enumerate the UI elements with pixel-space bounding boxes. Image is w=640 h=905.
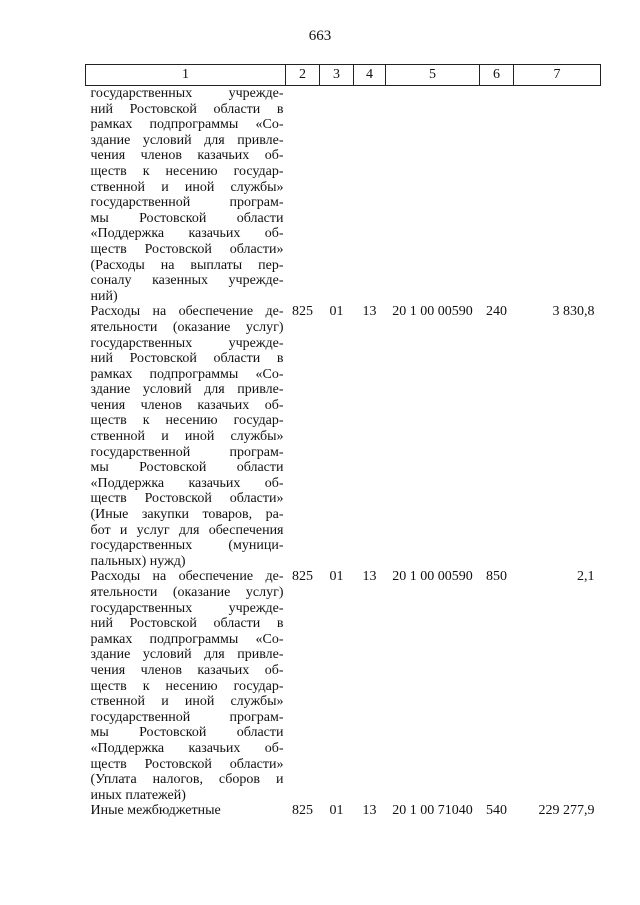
description-line: государственной програм- [90, 444, 284, 460]
table-row [86, 304, 601, 569]
description-line: ственной и иной службы» [90, 429, 284, 445]
description-line: ний Ростовской области в [90, 616, 284, 632]
description-line: соналу казенных учрежде- [90, 273, 284, 289]
description-line: здание условий для привле- [90, 647, 284, 663]
cell-section: 01 [329, 803, 344, 819]
description-line: (Уплата налогов, сборов и [90, 772, 284, 788]
description-line: государственных учрежде- [90, 600, 284, 616]
row-description [86, 569, 286, 803]
table-body [86, 86, 601, 837]
description-line: ществ к несению государ- [90, 413, 284, 429]
description-line: ственной и иной службы» [90, 694, 284, 710]
cell-expense-type: 240 [486, 304, 507, 320]
cell-expense-type: 540 [486, 803, 507, 819]
description-line: ственной и иной службы» [90, 179, 284, 195]
cell-amount: 229 277,9 [538, 803, 595, 819]
description-line: государственной програм- [90, 195, 284, 211]
cell-expense-type [480, 86, 514, 305]
header-col-7: 7 [514, 65, 601, 86]
description-line: ществ Ростовской области» [90, 241, 284, 257]
description-line: «Поддержка казачьих об- [90, 740, 284, 756]
description-line: «Поддержка казачьих об- [90, 475, 284, 491]
description-line: ний Ростовской области в [90, 101, 284, 117]
cell-amount: 2,1 [577, 569, 595, 585]
cell-amount: 3 830,8 [552, 304, 595, 320]
description-line: чения членов казачьих об- [90, 148, 284, 164]
header-col-4: 4 [354, 65, 386, 86]
description-line: здание условий для привле- [90, 382, 284, 398]
table-row [86, 86, 601, 305]
description-line: здание условий для привле- [90, 132, 284, 148]
cell-subsection: 13 [362, 569, 377, 585]
description-line: ществ к несению государ- [90, 163, 284, 179]
cell-amount [514, 86, 601, 305]
cell-ministry-code: 825 [292, 569, 313, 585]
row-description [86, 803, 286, 837]
description-line: Расходы на обеспечение де- [90, 569, 284, 585]
cell-target-article: 20 1 00 00590 [392, 304, 473, 320]
description-line: ществ к несению государ- [90, 678, 284, 694]
description-line: государственных учрежде- [90, 86, 284, 101]
cell-subsection: 13 [362, 803, 377, 819]
table-row [86, 569, 601, 803]
description-line: рамках подпрограммы «Со- [90, 117, 284, 133]
page-number: 663 [308, 28, 332, 44]
cell-target-article: 20 1 00 71040 [392, 803, 473, 819]
description-line: рамках подпрограммы «Со- [90, 366, 284, 382]
header-col-2: 2 [286, 65, 320, 86]
description-line: мы Ростовской области [90, 725, 284, 741]
cell-expense-type: 850 [486, 569, 507, 585]
description-line: ний Ростовской области в [90, 351, 284, 367]
cell-ministry-code: 825 [292, 304, 313, 320]
description-line: Расходы на обеспечение де- [90, 304, 284, 320]
cell-section [320, 86, 354, 305]
row-description [86, 86, 286, 305]
header-col-1: 1 [86, 65, 286, 86]
cell-section: 01 [329, 569, 344, 585]
description-line: иных платежей) [90, 787, 186, 803]
description-line: ний) [90, 288, 118, 304]
description-line: ятельности (оказание услуг) [90, 319, 284, 335]
cell-section: 01 [329, 304, 344, 320]
description-line: пальных) нужд) [90, 553, 186, 569]
cell-target-article [386, 86, 480, 305]
description-line: государственных (муници- [90, 538, 284, 554]
cell-ministry-code [286, 86, 320, 305]
description-line: чения членов казачьих об- [90, 397, 284, 413]
description-line: (Иные закупки товаров, ра- [90, 507, 284, 523]
description-line: (Расходы на выплаты пер- [90, 257, 284, 273]
cell-target-article: 20 1 00 00590 [392, 569, 473, 585]
description-line: ятельности (оказание услуг) [90, 585, 284, 600]
description-line: мы Ростовской области [90, 210, 284, 226]
budget-table [85, 64, 601, 837]
description-line: государственной програм- [90, 709, 284, 725]
header-col-6: 6 [480, 65, 514, 86]
cell-ministry-code: 825 [292, 803, 313, 819]
description-line: мы Ростовской области [90, 460, 284, 476]
description-line: ществ Ростовской области» [90, 756, 284, 772]
description-line: бот и услуг для обеспечения [90, 522, 284, 538]
table-row [86, 803, 601, 837]
cell-subsection [354, 86, 386, 305]
header-col-5: 5 [386, 65, 480, 86]
row-description [86, 304, 286, 569]
description-line: рамках подпрограммы «Со- [90, 631, 284, 647]
description-line: ществ Ростовской области» [90, 491, 284, 507]
header-col-3: 3 [320, 65, 354, 86]
cell-subsection: 13 [362, 304, 377, 320]
description-line: государственных учрежде- [90, 335, 284, 351]
description-line: Иные межбюджетные [90, 803, 221, 819]
description-line: «Поддержка казачьих об- [90, 226, 284, 242]
table-header-row [86, 65, 601, 86]
description-line: чения членов казачьих об- [90, 662, 284, 678]
